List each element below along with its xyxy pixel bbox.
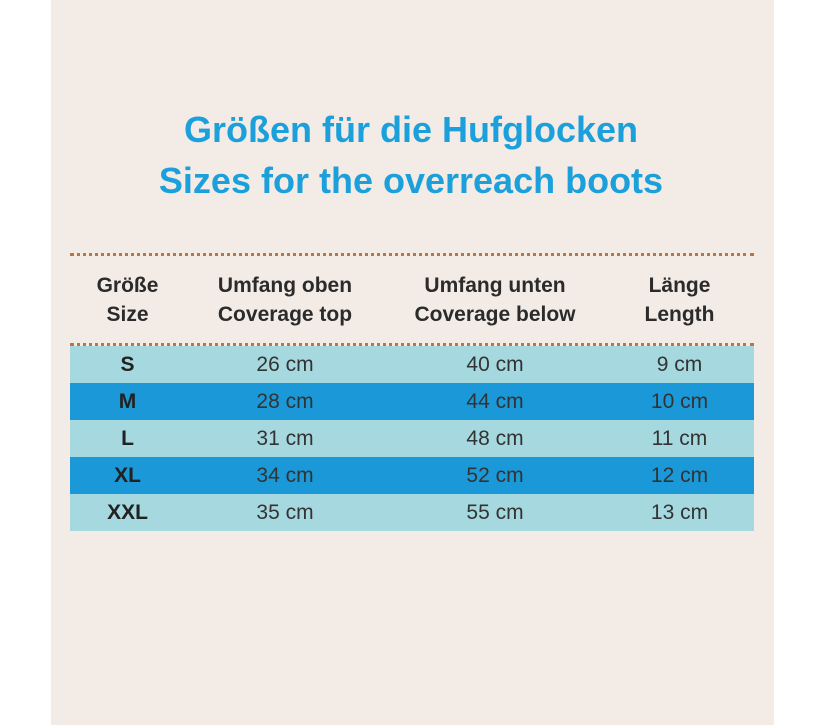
header-coverage-below xyxy=(385,271,605,329)
cell-coverage-below: 48 cm xyxy=(466,427,524,450)
table-row xyxy=(70,346,754,383)
cell-coverage-top: 31 cm xyxy=(256,427,314,450)
header-size-en: Size xyxy=(106,303,149,326)
table-row xyxy=(70,383,754,420)
table-row xyxy=(70,420,754,457)
header-coverage-below-de: Umfang unten xyxy=(424,274,566,297)
cell-coverage-top: 26 cm xyxy=(256,353,314,376)
table-header xyxy=(70,271,754,335)
cell-length: 11 cm xyxy=(651,427,708,450)
size-chart-card xyxy=(51,0,774,725)
top-dotted-divider xyxy=(70,253,754,256)
header-size-de: Größe xyxy=(96,274,159,297)
cell-size: L xyxy=(121,427,134,450)
header-coverage-top xyxy=(185,271,385,329)
cell-coverage-top: 28 cm xyxy=(256,390,314,413)
cell-coverage-top: 35 cm xyxy=(256,501,314,524)
cell-size: XL xyxy=(114,464,141,487)
cell-coverage-below: 44 cm xyxy=(466,390,524,413)
cell-coverage-below: 55 cm xyxy=(466,501,524,524)
cell-size: M xyxy=(118,390,137,413)
cell-size: S xyxy=(120,353,135,376)
title-english: Sizes for the overreach boots xyxy=(158,160,664,201)
size-table-body xyxy=(70,346,754,531)
cell-coverage-top: 34 cm xyxy=(256,464,314,487)
header-coverage-below-en: Coverage below xyxy=(414,303,576,326)
header-size xyxy=(70,271,185,329)
title-german: Größen für die Hufglocken xyxy=(183,109,639,150)
page-title xyxy=(51,104,771,206)
cell-length: 12 cm xyxy=(650,464,709,487)
header-coverage-top-de: Umfang oben xyxy=(217,274,353,297)
header-length xyxy=(605,271,754,329)
header-length-de: Länge xyxy=(648,274,711,297)
cell-size: XXL xyxy=(107,501,148,524)
cell-coverage-below: 40 cm xyxy=(466,353,524,376)
table-row xyxy=(70,494,754,531)
cell-length: 10 cm xyxy=(650,390,709,413)
table-row xyxy=(70,457,754,494)
header-length-en: Length xyxy=(644,303,715,326)
header-coverage-top-en: Coverage top xyxy=(217,303,353,326)
cell-length: 13 cm xyxy=(650,501,709,524)
cell-coverage-below: 52 cm xyxy=(466,464,524,487)
cell-length: 9 cm xyxy=(656,353,703,376)
